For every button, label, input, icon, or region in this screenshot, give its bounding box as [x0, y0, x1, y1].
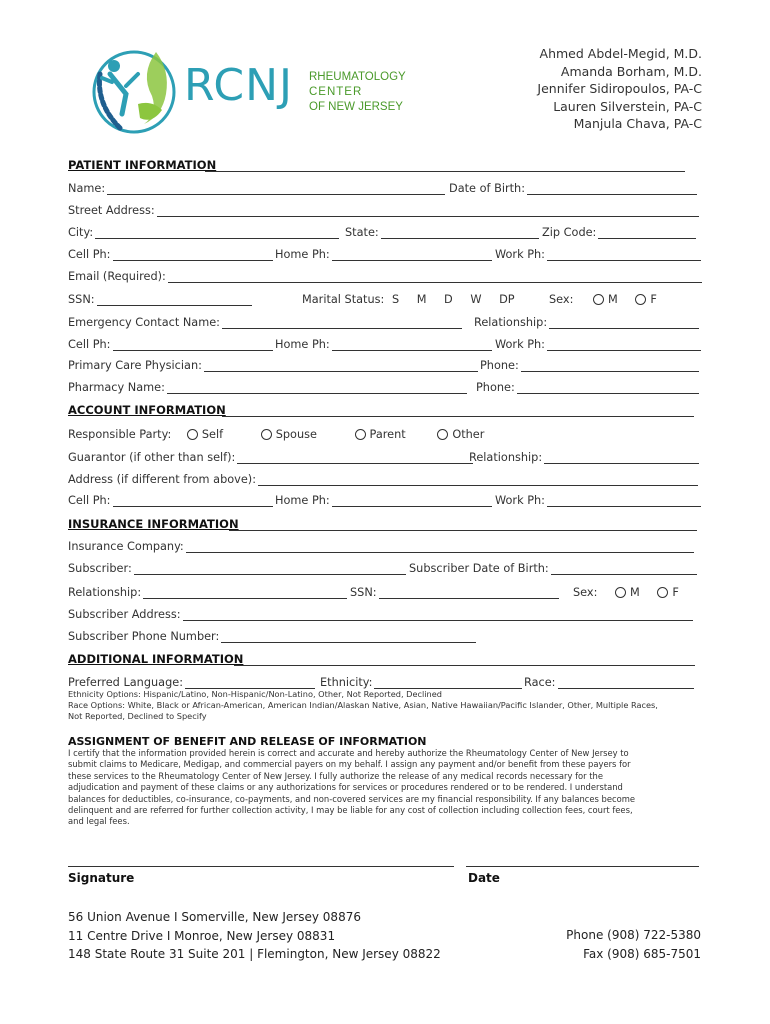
footer-address: 56 Union Avenue I Somerville, New Jersey 08876	[68, 910, 361, 924]
insurance-section-heading: INSURANCE INFORMATION	[68, 517, 239, 531]
marital-option-d[interactable]: D	[444, 293, 453, 306]
pharmacy-field[interactable]	[167, 382, 467, 394]
work-field[interactable]	[547, 249, 701, 261]
pcp-phone-label: Phone:	[480, 359, 519, 372]
signature-label: Signature	[68, 871, 135, 885]
pharmacy-phone-field[interactable]	[517, 382, 699, 394]
pharmacy-label: Pharmacy Name:	[68, 381, 165, 394]
account-work-field[interactable]	[547, 495, 701, 507]
footer-address: 11 Centre Drive I Monroe, New Jersey 08831	[68, 928, 336, 943]
dob-label: Date of Birth:	[449, 182, 526, 195]
responsible-self-label: Self	[201, 428, 224, 441]
logo-emblem-icon	[82, 44, 192, 136]
cell-label: Cell Ph:	[68, 248, 111, 261]
pharmacy-phone-label: Phone:	[476, 381, 515, 394]
race-label: Race:	[524, 676, 556, 689]
responsible-spouse-label: Spouse	[275, 428, 317, 441]
assignment-line: balances for deductibles, co-insurance, co-payments, and non-covered services are my financial responsibility. If any balances become	[68, 793, 636, 804]
state-field[interactable]	[381, 227, 539, 239]
sex-m-label: M	[608, 293, 618, 306]
account-cell-label: Cell Ph:	[68, 494, 111, 507]
responsible-label: Responsible Party:	[68, 428, 172, 441]
provider-name: Manjula Chava, PA-C	[573, 116, 702, 132]
responsible-parent-radio[interactable]	[355, 429, 366, 440]
language-label: Preferred Language:	[68, 676, 183, 689]
assignment-line: these services to the Rheumatology Center of New Jersey. I fully authorize the release of any medical records necessary for the	[68, 770, 603, 781]
language-field[interactable]	[185, 677, 315, 689]
pcp-label: Primary Care Physician:	[68, 359, 202, 372]
subscriber-dob-label: Subscriber Date of Birth:	[409, 562, 549, 575]
assignment-paragraph	[68, 748, 708, 828]
emergency-work-label: Work Ph:	[495, 338, 545, 351]
footer-addresses	[68, 908, 441, 964]
logo-acronym: RCNJ	[184, 60, 293, 111]
ssn-field[interactable]	[97, 294, 252, 306]
patient-section-heading: PATIENT INFORMATION	[68, 158, 217, 172]
assignment-line: adjudication and payment of these claims or any authorizations for services or procedures rendered or to be rendered. I understand	[68, 782, 623, 793]
logo-line2: CENTER	[309, 86, 363, 98]
account-section-heading: ACCOUNT INFORMATION	[68, 403, 226, 417]
logo-line1: RHEUMATOLOGY	[309, 71, 406, 83]
guarantor-field[interactable]	[237, 452, 473, 464]
subscriber-phone-field[interactable]	[221, 631, 476, 643]
footer-contact	[566, 926, 701, 963]
emergency-home-label: Home Ph:	[275, 338, 330, 351]
date-label: Date	[468, 871, 500, 885]
subscriber-address-field[interactable]	[183, 609, 693, 621]
insurance-sex-m-radio[interactable]	[615, 587, 626, 598]
email-field[interactable]	[168, 271, 702, 283]
home-label: Home Ph:	[275, 248, 330, 261]
insurance-ssn-label: SSN:	[350, 586, 377, 599]
name-label: Name:	[68, 182, 106, 195]
responsible-self-radio[interactable]	[187, 429, 198, 440]
subscriber-phone-label: Subscriber Phone Number:	[68, 630, 220, 643]
date-line[interactable]	[466, 866, 699, 867]
subscriber-dob-field[interactable]	[551, 563, 697, 575]
alt-address-label: Address (if different from above):	[68, 473, 256, 486]
sex-f-radio[interactable]	[635, 294, 646, 305]
provider-name: Jennifer Sidiropoulos, PA-C	[537, 81, 702, 97]
assignment-line: I certify that the information provided herein is correct and accurate and hereby authorize the Rheumatology Center of New Jersey to	[68, 748, 629, 758]
insurance-relationship-label: Relationship:	[68, 586, 142, 599]
ethnicity-field[interactable]	[374, 677, 522, 689]
assignment-line: delinquent and are referred for further collection activity, I may be liable for any cost of collection including collection fees, court fees,	[68, 805, 633, 816]
additional-section-heading: ADDITIONAL INFORMATION	[68, 652, 244, 666]
account-home-label: Home Ph:	[275, 494, 330, 507]
relationship-label: Relationship:	[474, 316, 548, 329]
emergency-label: Emergency Contact Name:	[68, 316, 220, 329]
pcp-field[interactable]	[204, 360, 478, 372]
marital-option-m[interactable]: M	[416, 293, 427, 306]
sex-label: Sex:	[549, 293, 574, 306]
emergency-field[interactable]	[222, 317, 462, 329]
marital-option-dp[interactable]: DP	[499, 293, 515, 306]
zip-field[interactable]	[598, 227, 696, 239]
insurance-sex-f-label: F	[672, 586, 679, 599]
footer-phone: Phone (908) 722-5380	[566, 928, 701, 942]
subscriber-field[interactable]	[134, 563, 406, 575]
sex-f-label: F	[650, 293, 657, 306]
provider-name: Ahmed Abdel-Megid, M.D.	[539, 46, 702, 61]
email-label: Email (Required):	[68, 270, 166, 283]
logo-line3: OF NEW JERSEY	[309, 101, 403, 113]
race-options-line2: Not Reported, Declined to Specify	[68, 711, 207, 721]
ethnicity-options: Ethnicity Options: Hispanic/Latino, Non-Hispanic/Non-Latino, Other, Not Reported, Declined	[68, 689, 442, 699]
city-field[interactable]	[95, 227, 339, 239]
sex-m-radio[interactable]	[593, 294, 604, 305]
insurance-sex-f-radio[interactable]	[657, 587, 668, 598]
insurance-sex-label: Sex:	[573, 586, 598, 599]
responsible-parent-label: Parent	[369, 428, 406, 441]
provider-list	[537, 45, 702, 133]
insurance-sex-m-label: M	[630, 586, 640, 599]
provider-name: Lauren Silverstein, PA-C	[553, 98, 702, 114]
zip-label: Zip Code:	[542, 226, 597, 239]
state-label: State:	[345, 226, 379, 239]
assignment-line: submit claims to Medicare, Medigap, and commercial payers on my behalf. I assign any payment and/or benefit from these payers for	[68, 759, 631, 770]
ssn-label: SSN:	[68, 293, 95, 306]
marital-status	[302, 293, 515, 306]
account-home-field[interactable]	[332, 495, 492, 507]
assignment-heading: ASSIGNMENT OF BENEFIT AND RELEASE OF INFORMATION	[68, 735, 427, 748]
responsible-other-label: Other	[452, 428, 485, 441]
insurance-ssn-field[interactable]	[379, 587, 559, 599]
relationship-field[interactable]	[549, 317, 699, 329]
emergency-home-field[interactable]	[332, 339, 492, 351]
footer-fax: Fax (908) 685-7501	[583, 946, 701, 961]
street-field[interactable]	[157, 205, 699, 217]
alt-address-field[interactable]	[258, 474, 698, 486]
account-cell-field[interactable]	[113, 495, 273, 507]
guarantor-label: Guarantor (if other than self):	[68, 451, 236, 464]
emergency-cell-label: Cell Ph:	[68, 338, 111, 351]
emergency-cell-field[interactable]	[113, 339, 273, 351]
emergency-work-field[interactable]	[547, 339, 701, 351]
home-field[interactable]	[332, 249, 492, 261]
city-label: City:	[68, 226, 94, 239]
guarantor-relationship-field[interactable]	[544, 452, 699, 464]
insurance-company-field[interactable]	[186, 541, 694, 553]
guarantor-relationship-label: Relationship:	[469, 451, 543, 464]
assignment-line: and legal fees.	[68, 816, 130, 827]
responsible-other-radio[interactable]	[437, 429, 448, 440]
insurance-company-label: Insurance Company:	[68, 540, 184, 553]
race-field[interactable]	[558, 677, 694, 689]
signature-line[interactable]	[68, 866, 454, 867]
responsible-party	[68, 428, 484, 441]
subscriber-label: Subscriber:	[68, 562, 132, 575]
marital-option-w[interactable]: W	[470, 293, 482, 306]
account-work-label: Work Ph:	[495, 494, 545, 507]
cell-field[interactable]	[113, 249, 273, 261]
pcp-phone-field[interactable]	[521, 360, 699, 372]
street-label: Street Address:	[68, 204, 155, 217]
responsible-spouse-radio[interactable]	[261, 429, 272, 440]
work-label: Work Ph:	[495, 248, 545, 261]
subscriber-address-label: Subscriber Address:	[68, 608, 181, 621]
logo	[82, 44, 412, 136]
race-options-line1: Race Options: White, Black or African-American, American Indian/Alaskan Native, Asian, Native Hawaiian/Pacific Islander, Other, Multiple Races,	[68, 700, 658, 710]
marital-label: Marital Status:	[302, 293, 385, 306]
ethnicity-label: Ethnicity:	[320, 676, 373, 689]
marital-option-s[interactable]: S	[391, 293, 400, 306]
footer-address: 148 State Route 31 Suite 201 | Flemington, New Jersey 08822	[68, 947, 441, 961]
insurance-relationship-field[interactable]	[143, 587, 347, 599]
provider-name: Amanda Borham, M.D.	[560, 63, 702, 79]
name-field[interactable]	[107, 183, 445, 195]
dob-field[interactable]	[527, 183, 697, 195]
